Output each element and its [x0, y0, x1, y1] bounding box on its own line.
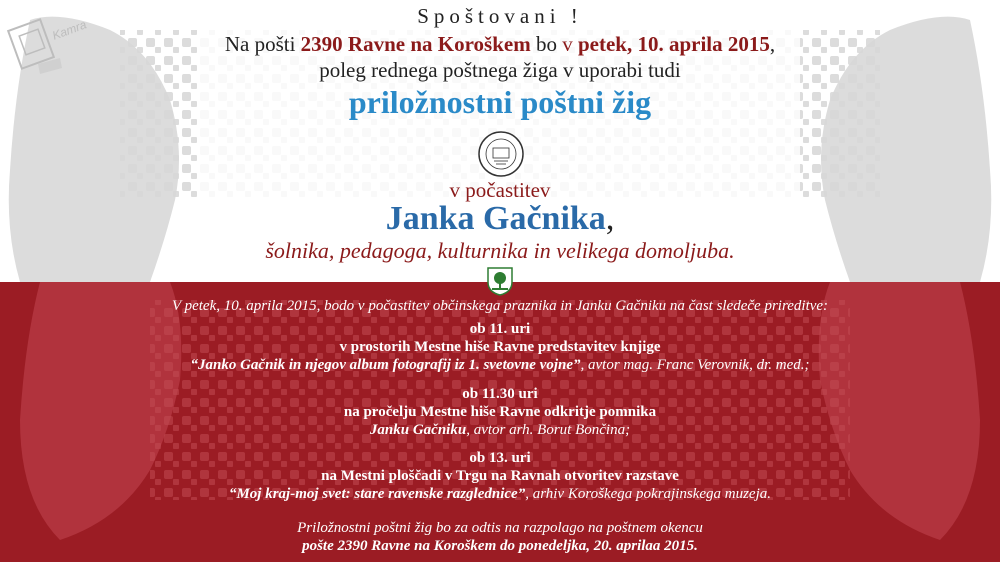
event-date: petek, 10. aprila 2015 — [572, 32, 770, 56]
postmark-icon — [477, 130, 525, 178]
honoree-name-text: Janka Gačnika — [385, 200, 606, 237]
event-3-exhibition-title: “Moj kraj-moj svet: stare ravenske razglednice” — [228, 486, 526, 502]
line1-prefix: Na pošti — [224, 32, 301, 56]
event-1-time: ob 11. uri — [469, 321, 531, 337]
page-title: priložnostni poštni žig — [348, 84, 652, 120]
closing-line-1: Priložnostni poštni žig bo za odtis na razpolago na poštnem okencu — [297, 520, 703, 536]
line1-mid: bo — [530, 32, 563, 56]
announcement-line-1 — [0, 32, 1000, 57]
line1-v: v — [562, 32, 573, 56]
event-3-place: na Mestni ploščadi v Trgu na Ravnah otvoritev razstave — [321, 468, 679, 484]
event-1-book-title: “Janko Gačnik in njegov album fotografij iz 1. svetovne vojne” — [190, 357, 581, 373]
event-2-author: , avtor arh. Borut Bončina; — [466, 422, 631, 438]
event-3-detail — [0, 486, 1000, 503]
line1-end: , — [769, 32, 776, 56]
event-2-time: ob 11.30 uri — [462, 386, 538, 402]
event-2-subject: Janku Gačniku — [369, 422, 467, 438]
event-1-place: v prostorih Mestne hiše Ravne predstavitev knjige — [339, 339, 661, 355]
announcement-line-2: poleg rednega poštnega žiga v uporabi tudi — [319, 58, 681, 82]
post-office-name: 2390 Ravne na Koroškem — [300, 32, 531, 56]
event-2-place: na pročelju Mestne hiše Ravne odkritje pomnika — [343, 404, 657, 420]
honor-intro: v počastitev — [449, 178, 551, 202]
municipal-crest-icon — [485, 266, 515, 296]
honoree-name-comma: , — [605, 200, 615, 237]
event-3-time: ob 13. uri — [469, 450, 531, 466]
kamra-logo-text: Kamra — [50, 17, 89, 43]
event-2-detail — [0, 422, 1000, 439]
event-1-author: , avtor mag. Franc Verovnik, dr. med.; — [580, 357, 810, 373]
program-intro: V petek, 10. aprila 2015, bodo v počastitev občinskega praznika in Janku Gačniku na čast sledeče prireditve: — [171, 298, 829, 314]
event-1-detail — [0, 357, 1000, 374]
honoree-name — [0, 200, 1000, 238]
greeting: Spoštovani ! — [417, 4, 583, 28]
event-3-source: , arhiv Koroškega pokrajinskega muzeja. — [525, 486, 772, 502]
honoree-description: šolnika, pedagoga, kulturnika in velikega domoljuba. — [265, 238, 735, 263]
closing-line-2: pošte 2390 Ravne na Koroškem do ponedeljka, 20. aprilaa 2015. — [302, 538, 698, 554]
